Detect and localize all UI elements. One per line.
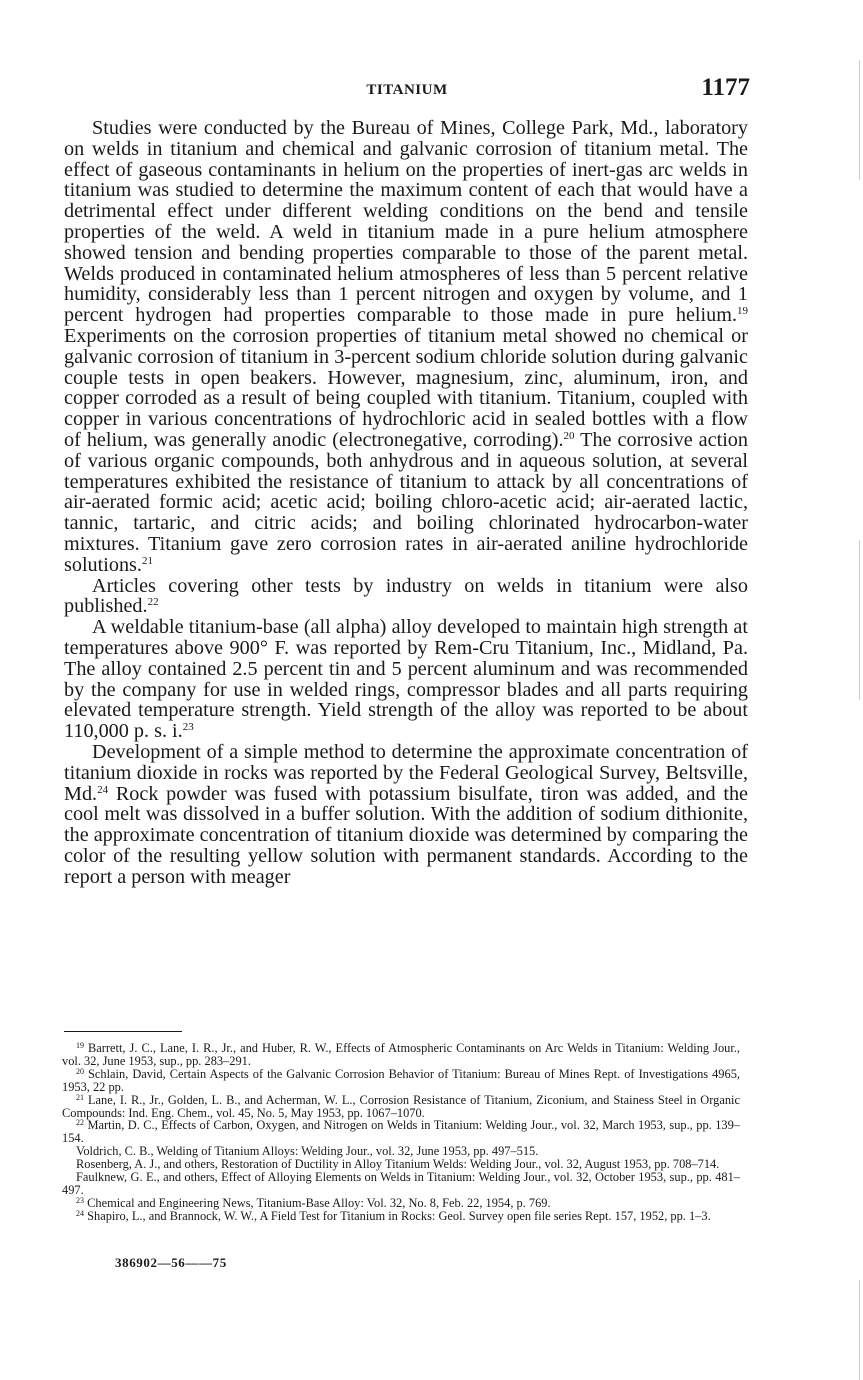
footnote [62,1119,740,1145]
footnote-reference: 24 [97,783,109,796]
footnote-mark: 23 [76,1195,84,1205]
printer-code: 386902—56——75 [115,1255,227,1270]
footnote-reference: 19 [737,305,748,318]
body-paragraph [64,742,748,888]
footnote-text: Faulknew, G. E., and others, Effect of Alloying Elements on Welds in Titanium: Welding Jour., vol. 32, October 1953, sup., pp. 481–497. [62,1170,740,1197]
scan-edge-mark [859,1280,860,1380]
footnote-mark: 21 [76,1092,84,1102]
footnote-mark: 20 [76,1066,84,1076]
footnote [62,1171,740,1197]
body-text [64,118,748,887]
paragraph-text: Studies were conducted by the Bureau of Mines, College Park, Md., laboratory on welds in titanium and chemical and galvanic corrosion of titanium metal. The effect of gaseous contaminants in helium on the properties of inert-gas arc welds in titanium was studied to determine the maximum content of each that would have a detrimental effect under different welding conditions on the bend and tensile properties of the weld. A weld in titanium made in a pure helium atmosphere showed tension and bending properties comparable to those of the parent metal. Welds produced in contaminated helium atmospheres of less than 5 percent relative humidity, considerably less than 1 percent nitrogen and oxygen by volume, and 1 percent hydrogen had properties comparable to those made in pure helium. [64,117,748,327]
page-header [64,76,750,106]
footnote-text: Martin, D. C., Effects of Carbon, Oxygen, and Nitrogen on Welds in Titanium: Welding Jour., vol. 32, March 1953, sup., pp. 139–154. [62,1118,740,1146]
footnote-mark: 19 [76,1041,84,1050]
body-paragraph [64,617,748,742]
paragraph-text: Rock powder was fused with potassium bisulfate, tiron was added, and the cool melt was dissolved in a buffer solution. With the addition of sodium dithionite, the approximate concentration of titanium dioxide was determined by comparing the color of the resulting yellow solution with permanent standards. According to the report a person with meager [64,782,748,888]
footnote-reference: 22 [147,596,159,609]
footnote-reference: 23 [182,721,194,734]
footnote-text: Chemical and Engineering News, Titanium-Base Alloy: Vol. 32, No. 8, Feb. 22, 1954, p. 769. [87,1195,551,1210]
page-number: 1177 [701,74,750,101]
footnote [62,1210,740,1223]
footnotes [62,1042,740,1223]
footnote-mark: 22 [76,1118,84,1128]
footnote-text: Rosenberg, A. J., and others, Restoration of Ductility in Alloy Titanium Welds: Welding Jour., vol. 32, August 1953, pp. 708–714. [76,1157,720,1172]
footnote-text: Voldrich, C. B., Welding of Titanium Alloys: Welding Jour., vol. 32, June 1953, pp. 497–515. [76,1144,539,1159]
paragraph-text: Articles covering other tests by industry on welds in titanium were also published. [64,574,748,618]
footnote-text: Barrett, J. C., Lane, I. R., Jr., and Huber, R. W., Effects of Atmospheric Contaminants on Arc Welds in Titanium: Welding Jour., vol. 32, June 1953, sup., pp. 283–291. [62,1041,740,1068]
paragraph-text: A weldable titanium-base (all alpha) alloy developed to maintain high strength at temperatures above 900° F. was reported by Rem-Cru Titanium, Inc., Midland, Pa. The alloy contained 2.5 percent tin and 5 percent aluminum and was recommended by the company for use in welded rings, compressor blades and all parts requiring elevated temperature strength. Yield strength of the alloy was reported to be about 110,000 p. s. i. [64,616,748,743]
paragraph-text: The corrosive action of various organic compounds, both anhydrous and in aqueous solution, at several temperatures exhibited the resistance of titanium to attack by all concentrations of air-aerated formic acid; acetic acid; boiling chloro-acetic acid; air-aerated lactic, tannic, tartaric, and citric acids; and boiling chlorinated hydrocarbon-water mixtures. Titanium gave zero corrosion rates in air-aerated aniline hydrochloride solutions. [64,428,748,576]
footnote [62,1068,740,1094]
paragraph-text: Experiments on the corrosion properties of titanium metal showed no chemical or galvanic corrosion of titanium in 3-percent sodium chloride solution during galvanic couple tests in open beakers. However, magnesium, zinc, aluminum, iron, and copper corroded as a result of being coupled with titanium. Titanium, coupled with copper in various concentrations of hydrochloric acid in sealed bottles with a flow of helium, was generally anodic (electronegative, corroding). [64,324,748,451]
body-paragraph [64,576,748,618]
footnote-mark: 24 [76,1208,84,1218]
footnote-reference: 20 [563,429,575,442]
footnote-text: Schlain, David, Certain Aspects of the Galvanic Corrosion Behavior of Titanium: Bureau of Mines Rept. of Investigations 4965, 1953, 22 pp. [62,1066,740,1094]
footnote-reference: 21 [141,554,153,567]
footnote-text: Shapiro, L., and Brannock, W. W., A Field Test for Titanium in Rocks: Geol. Survey open file series Rept. 157, 1952, pp. 1–3. [87,1208,711,1223]
scan-edge-mark [859,540,860,700]
footnote [62,1042,740,1068]
body-paragraph [64,118,748,576]
scan-edge-mark [859,60,860,180]
footnote-text: Lane, I. R., Jr., Golden, L. B., and Acherman, W. L., Corrosion Resistance of Titanium, Ziconium, and Stainess Steel in Organic Compounds: Ind. Eng. Chem., vol. 45, No. 5, May 1953, pp. 1067–1070. [62,1092,740,1120]
footnote-divider [64,1031,182,1032]
paragraph-text: Development of a simple method to determine the approximate concentration of titanium dioxide in rocks was reported by the Federal Geological Survey, Beltsville, Md. [64,740,748,805]
footnote [62,1094,740,1120]
running-title: TITANIUM [366,82,448,98]
